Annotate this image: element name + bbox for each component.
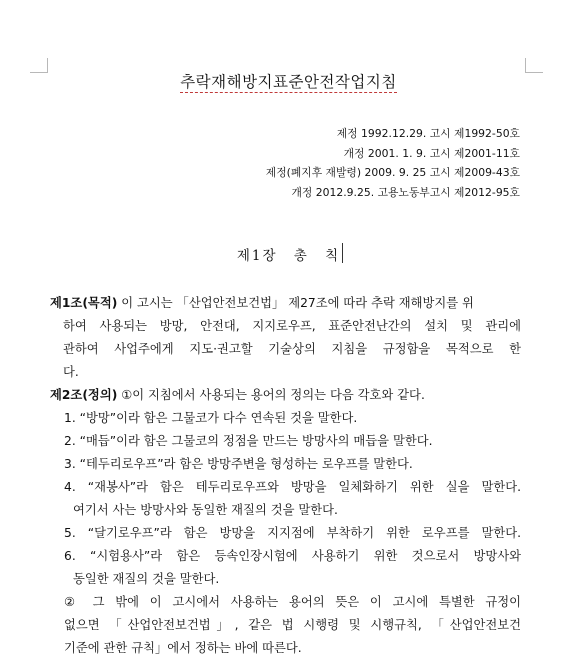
document-title: 추락재해방지표준안전작업지침 <box>180 73 397 91</box>
chapter-heading: 제1장 총 칙 <box>236 248 341 264</box>
article2-para2-line: 없으면 「산업안전보건법」, 같은 법 시행령 및 시행규칙, 「산업안전보건 <box>64 618 521 632</box>
definition-item-continued: 여기서 사는 방망사와 동일한 재질의 것을 말한다. <box>73 503 338 517</box>
revision-history <box>266 124 520 202</box>
definition-item: 4. “재봉사”라 함은 테두리로우프와 방망을 일체화하기 위한 실을 말한다. <box>64 480 521 494</box>
definition-item: 1. “방망”이라 함은 그물코가 다수 연속된 것을 말한다. <box>64 411 358 425</box>
article2-para2-line: 기준에 관한 규칙」에서 정하는 바에 따른다. <box>64 641 302 655</box>
article2-line-1: 제2조(정의) ①이 지침에서 사용되는 용어의 정의는 다음 각호와 같다. <box>50 388 425 402</box>
article1-heading: 제1조(목적) <box>50 296 118 310</box>
definition-item: 2. “매듭”이라 함은 그물코의 정점을 만드는 방망사의 매듭을 말한다. <box>64 434 433 448</box>
revision-line: 제정(폐지후 재발령) 2009. 9. 25 고시 제2009-43호 <box>265 166 520 179</box>
definition-item: 6. “시험용사”라 함은 등속인장시험에 사용하기 위한 것으로서 방망사와 <box>64 549 521 563</box>
definition-item: 3. “테두리로우프”라 함은 방망주변을 형성하는 로우프를 말한다. <box>64 457 413 471</box>
article2-heading: 제2조(정의) <box>50 388 118 402</box>
definition-item-continued: 동일한 재질의 것을 말한다. <box>73 572 220 586</box>
article1-line-1: 제1조(목적) 이 고시는 「산업안전보건법」 제27조에 따라 추락 재해방지를 위 <box>50 296 474 310</box>
revision-line: 제정 1992.12.29. 고시 제1992-50호 <box>336 127 520 140</box>
article1-line-2: 하여 사용되는 방망, 안전대, 지지로우프, 표준안전난간의 설치 및 관리에 <box>63 319 521 333</box>
revision-line: 개정 2012.9.25. 고용노동부고시 제2012-95호 <box>291 185 520 199</box>
text-cursor <box>342 243 343 263</box>
article1-line-4: 다. <box>63 365 79 379</box>
definition-item: 5. “달기로우프”라 함은 방망을 지지점에 부착하기 위한 로우프를 말한다. <box>64 526 521 540</box>
article1-line-3: 관하여 사업주에게 지도·권고할 기술상의 지침을 규정함을 목적으로 한 <box>63 342 521 356</box>
revision-line: 개정 2001. 1. 9. 고시 제2001-11호 <box>343 146 520 160</box>
article2-para2-line: ② 그 밖에 이 고시에서 사용하는 용어의 뜻은 이 고시에 특별한 규정이 <box>64 595 521 609</box>
